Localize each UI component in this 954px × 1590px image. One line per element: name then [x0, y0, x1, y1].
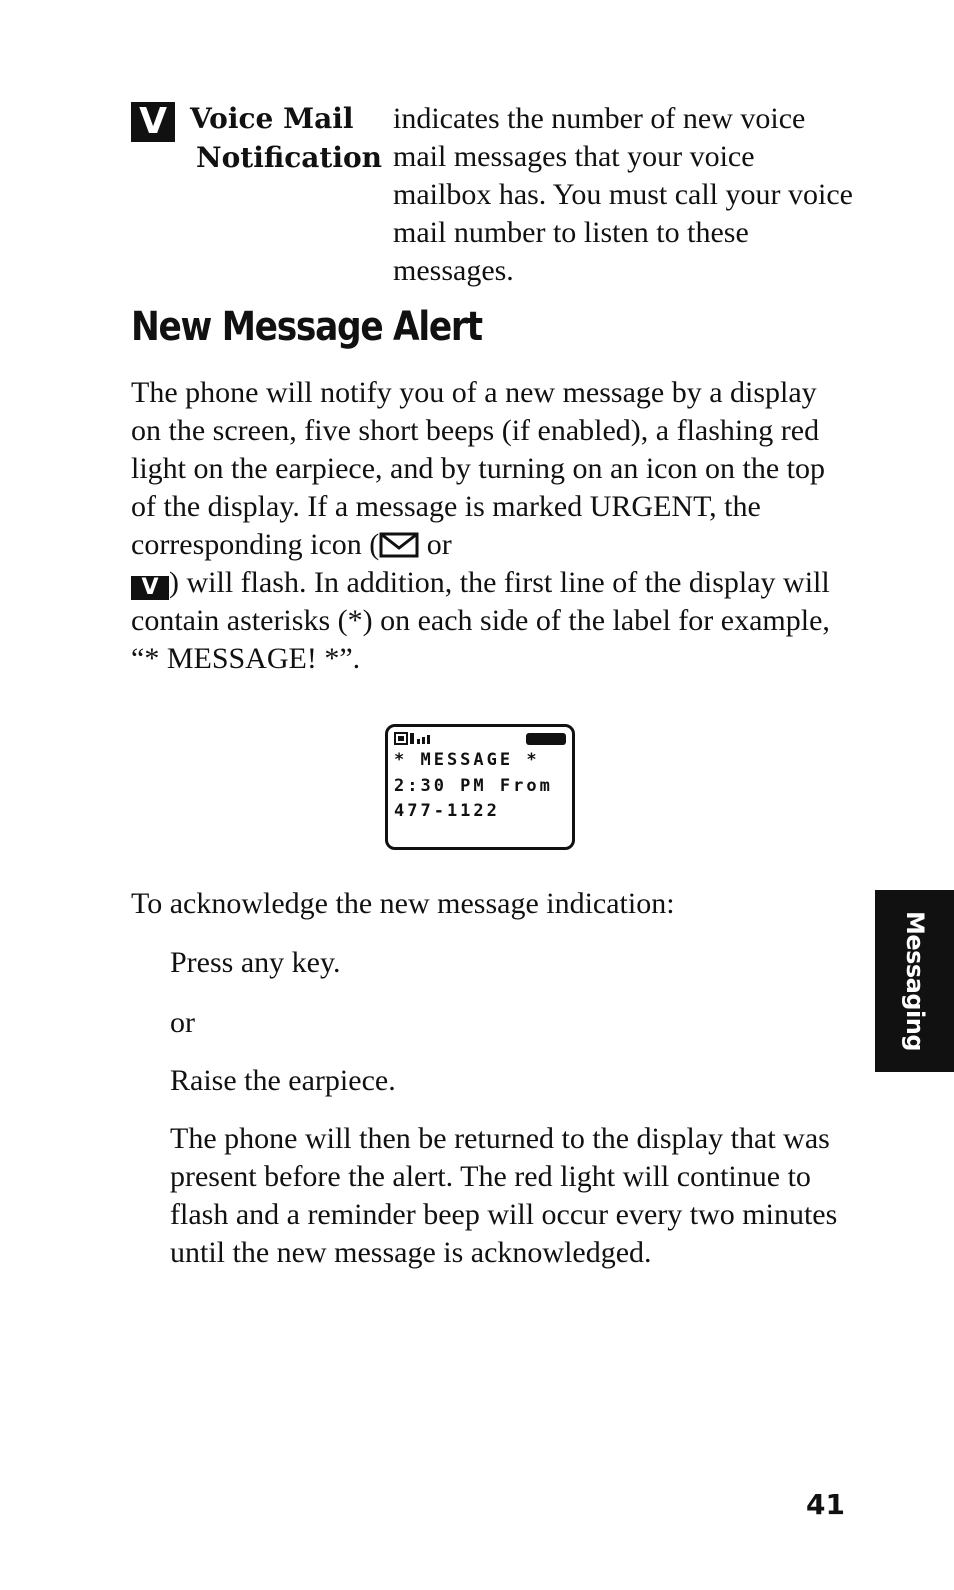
alert-text-part1: The phone will notify you of a new message by a display on the screen, five short beeps (if enabled), a flashing red light on the earpiece, and by turning on an icon on the top of the display. If a message is marked URGENT, the corresponding icon (	[131, 376, 825, 561]
alert-text-or: or	[419, 528, 452, 561]
page-number: 41	[806, 1488, 845, 1521]
voice-mail-label-line1: Voice Mail	[190, 102, 354, 135]
voice-mail-label-line2: Notification	[196, 141, 382, 174]
section-side-tab	[875, 890, 954, 1072]
instruction-step-2: Raise the earpiece.	[170, 1064, 396, 1097]
side-tab-label: Messaging	[900, 910, 929, 1052]
voice-mail-description: indicates the number of new voice mail messages that your voice mailbox has. You must call your voice mail number to listen to these messages.	[393, 102, 853, 287]
signal-icon	[394, 731, 444, 747]
instruction-step-1: Press any key.	[170, 946, 341, 979]
instruction-or: or	[170, 1006, 195, 1039]
voice-mail-inline-icon: V	[131, 576, 169, 600]
instructions-intro: To acknowledge the new message indication:	[131, 887, 675, 920]
display-status-row	[394, 731, 572, 747]
battery-icon	[526, 733, 566, 745]
phone-display	[385, 724, 575, 850]
voice-mail-icon: V	[131, 102, 175, 142]
alert-paragraph	[131, 374, 851, 678]
alert-text-part2: ) will flash. In addition, the first line of the display will contain asterisks (*) on each side of the label for example, “* MESSAGE! *”.	[131, 566, 830, 675]
instruction-result: The phone will then be returned to the display that was present before the alert. The red light will continue to flash and a reminder beep will occur every two minutes until the new message is acknowledged.	[170, 1122, 838, 1269]
display-line-2: 2:30 PM From	[394, 776, 553, 796]
display-line-1: * MESSAGE *	[394, 750, 540, 770]
section-title: New Message Alert	[131, 304, 482, 350]
envelope-icon	[379, 532, 419, 558]
display-line-3: 477-1122	[394, 801, 500, 821]
